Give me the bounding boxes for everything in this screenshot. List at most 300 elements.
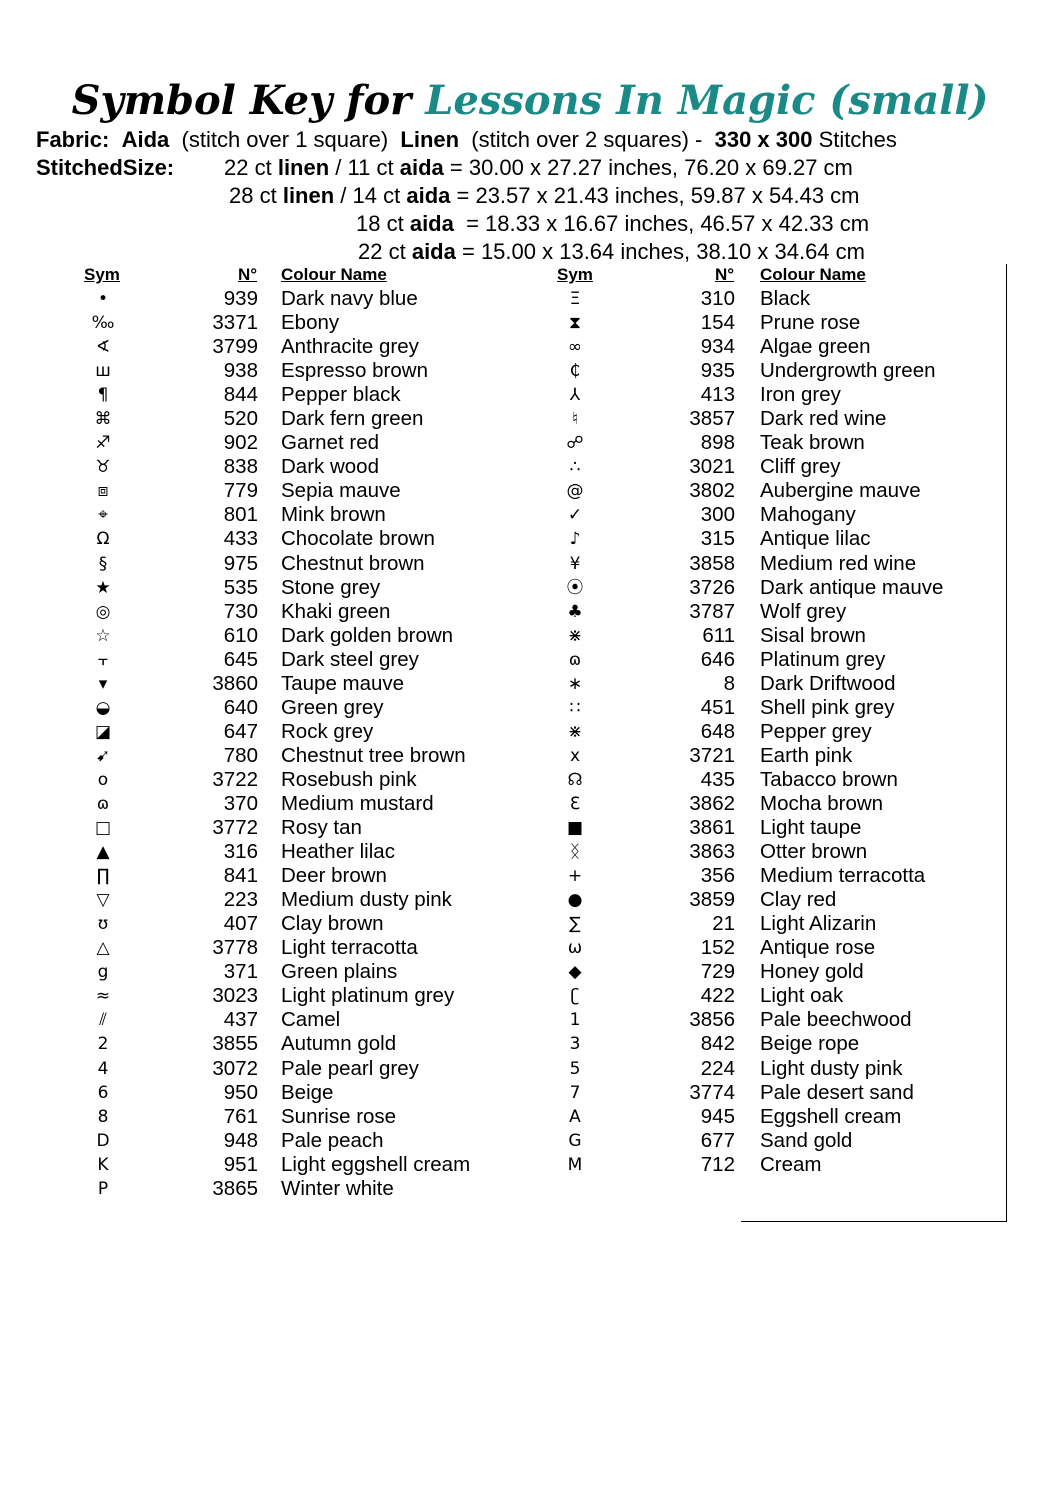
- thread-number: 8: [723, 671, 735, 695]
- key-row: [555, 551, 917, 576]
- key-row: [83, 791, 434, 816]
- symbol-glyph: ◆: [568, 962, 582, 983]
- symbol-glyph: ▲: [96, 842, 110, 863]
- thread-number: 3863: [689, 840, 735, 864]
- thread-number: 3722: [212, 767, 258, 791]
- key-row: [83, 527, 435, 551]
- thread-number: 154: [700, 311, 735, 335]
- thread-number: 3865: [212, 1176, 258, 1200]
- colour-name: Pale desert sand: [760, 1080, 914, 1104]
- symbol-glyph: o: [97, 769, 109, 790]
- key-row: [555, 695, 895, 720]
- thread-number: 677: [700, 1128, 735, 1152]
- colour-name: Cliff grey: [760, 455, 841, 479]
- key-row: [83, 864, 387, 888]
- size-dimensions: = 30.00 x 27.27 inches, 76.20 x 69.27 cm: [449, 155, 853, 180]
- size-fabric: linen: [282, 183, 335, 208]
- symbol-glyph: Ξ: [569, 289, 581, 309]
- fabric-linen: Linen: [400, 127, 460, 152]
- pattern-name: Lessons In Magic (small): [425, 77, 989, 124]
- colour-name: Wolf grey: [760, 599, 847, 623]
- thread-number: 315: [700, 527, 735, 551]
- key-row: [83, 984, 455, 1008]
- colour-name: Deer brown: [281, 864, 387, 888]
- key-row: [555, 599, 847, 624]
- colour-name: Garnet red: [281, 431, 379, 455]
- colour-name: Chestnut tree brown: [281, 743, 466, 767]
- colour-name: Mocha brown: [760, 791, 884, 815]
- colour-name: Undergrowth green: [760, 359, 936, 383]
- size-ct-2: / 14 ct: [340, 183, 401, 208]
- symbol-glyph: ∷: [569, 697, 581, 718]
- key-row: [555, 359, 936, 383]
- symbol-glyph: ∢: [95, 337, 111, 358]
- thread-number: 21: [712, 912, 735, 936]
- colour-name: Green plains: [281, 960, 398, 984]
- key-row: [83, 551, 425, 576]
- colour-name: Tabacco brown: [760, 767, 898, 791]
- colour-name: Dark wood: [281, 455, 379, 479]
- thread-number: 422: [700, 984, 735, 1008]
- colour-name: Medium terracotta: [760, 864, 926, 888]
- key-row: [83, 1176, 394, 1201]
- key-row: [555, 383, 841, 407]
- fabric-line: [36, 127, 897, 153]
- thread-number: 3860: [212, 671, 258, 695]
- size-fabric-2: aida: [399, 155, 444, 180]
- stitches-word: Stitches: [818, 127, 897, 152]
- thread-number: 3774: [689, 1080, 735, 1104]
- colour-name: Green grey: [281, 695, 384, 719]
- colour-name: Pepper black: [281, 383, 401, 407]
- thread-number: 535: [223, 575, 258, 599]
- colour-name: Medium red wine: [760, 551, 917, 575]
- key-row: [555, 1152, 822, 1177]
- thread-number: 407: [223, 912, 258, 936]
- colour-name: Anthracite grey: [281, 335, 419, 359]
- size-ct: 22 ct: [358, 239, 406, 264]
- stitched-size-label-row: [36, 155, 174, 181]
- size-ct: 18 ct: [356, 211, 404, 236]
- symbol-glyph: △: [96, 938, 110, 959]
- right-border-line: [1006, 264, 1007, 1222]
- colour-name: Rosebush pink: [281, 767, 417, 791]
- thread-number: 730: [223, 599, 258, 623]
- size-dimensions: = 23.57 x 21.43 inches, 59.87 x 54.43 cm: [456, 183, 860, 208]
- size-fabric-2: aida: [406, 183, 451, 208]
- size-ct-2: / 11 ct: [335, 155, 394, 180]
- thread-number: 3799: [212, 335, 258, 359]
- size-fabric: aida: [409, 211, 454, 236]
- symbol-glyph: ℇ: [569, 793, 581, 814]
- symbol-glyph: ⧈: [97, 481, 109, 502]
- size-line-3: [356, 211, 869, 237]
- fabric-linen-note: (stitch over 2 squares) -: [471, 127, 703, 152]
- key-row: [83, 1008, 341, 1032]
- thread-number: 3021: [689, 455, 735, 479]
- thread-number: 3072: [212, 1056, 258, 1080]
- symbol-glyph: ʊ: [97, 914, 109, 935]
- colour-name: Teak brown: [760, 431, 865, 455]
- colour-name: Medium mustard: [281, 791, 434, 815]
- thread-number: 3802: [689, 479, 735, 503]
- colour-name: Sunrise rose: [281, 1104, 397, 1128]
- symbol-glyph: ☆: [95, 625, 111, 646]
- symbol-glyph: ω: [567, 938, 583, 959]
- fabric-label: Fabric:: [36, 127, 110, 152]
- symbol-glyph: 2: [97, 1034, 109, 1055]
- colour-name: Antique rose: [760, 936, 876, 960]
- colour-name: Chocolate brown: [281, 527, 435, 551]
- colour-name: Pale beechwood: [760, 1008, 912, 1032]
- thread-number: 3787: [689, 599, 735, 623]
- size-ct: 22 ct: [224, 155, 272, 180]
- key-row: [555, 479, 921, 503]
- key-row: [555, 1080, 914, 1105]
- symbol-glyph: ➹: [95, 745, 111, 766]
- key-row: [83, 359, 428, 383]
- symbol-glyph: ⋇: [567, 625, 583, 646]
- thread-number: 451: [700, 695, 735, 719]
- colour-name: Light Alizarin: [760, 912, 877, 936]
- key-row: [555, 960, 864, 984]
- colour-name: Camel: [281, 1008, 341, 1032]
- symbol-glyph: ⫟: [97, 649, 109, 670]
- thread-number: 950: [223, 1080, 258, 1104]
- thread-number: 647: [223, 719, 258, 743]
- key-row: [83, 311, 340, 335]
- colour-name: Stone grey: [281, 575, 381, 599]
- symbol-glyph: D: [96, 1130, 110, 1151]
- key-row: [83, 767, 417, 792]
- colour-name: Dark steel grey: [281, 647, 419, 671]
- colour-name: Light oak: [760, 984, 844, 1008]
- colour-name: Autumn gold: [281, 1032, 397, 1056]
- symbol-glyph: G: [568, 1130, 582, 1151]
- symbol-glyph: ♣: [567, 601, 583, 622]
- colour-name: Prune rose: [760, 311, 861, 335]
- thread-number: 356: [700, 864, 735, 888]
- symbol-glyph: ⅄: [569, 385, 581, 406]
- thread-number: 712: [700, 1152, 735, 1176]
- symbol-glyph: A: [569, 1106, 581, 1127]
- thread-number: 975: [223, 551, 258, 575]
- symbol-glyph: ◒: [95, 697, 111, 718]
- thread-number: 801: [223, 503, 258, 527]
- symbol-glyph: 8: [97, 1106, 109, 1127]
- colour-name: Dark Driftwood: [760, 671, 896, 695]
- thread-number: 841: [223, 864, 258, 888]
- thread-number: 844: [223, 383, 258, 407]
- key-row: [83, 719, 374, 744]
- colour-name: Antique lilac: [760, 527, 871, 551]
- key-row: [83, 1056, 419, 1081]
- symbol-glyph: ≈: [95, 986, 111, 1007]
- key-row: [83, 695, 384, 720]
- colour-name: Sepia mauve: [281, 479, 401, 503]
- right-key-column: [555, 287, 944, 1177]
- colour-name: Light eggshell cream: [281, 1152, 471, 1176]
- thread-number: 779: [223, 479, 258, 503]
- key-row: [555, 936, 876, 960]
- key-row: [83, 912, 384, 936]
- symbol-glyph: +: [567, 866, 583, 887]
- symbol-glyph: ɷ: [96, 793, 110, 814]
- size-dimensions: = 15.00 x 13.64 inches, 38.10 x 34.64 cm: [461, 239, 865, 264]
- symbol-glyph: ●: [567, 890, 583, 911]
- colour-name: Clay red: [760, 888, 837, 912]
- thread-number: 951: [223, 1152, 258, 1176]
- symbol-glyph: ¥: [569, 553, 581, 574]
- thread-number: 902: [223, 431, 258, 455]
- key-row: [555, 840, 868, 864]
- colour-name: Black: [760, 287, 811, 310]
- colour-name: Otter brown: [760, 840, 868, 864]
- key-row: [83, 671, 405, 696]
- header-sym-left: Sym: [84, 265, 120, 284]
- thread-number: 842: [700, 1032, 735, 1056]
- symbol-glyph: ♐: [95, 433, 111, 454]
- thread-number: 898: [700, 431, 735, 455]
- symbol-glyph: 7: [569, 1082, 581, 1103]
- colour-name: Beige: [281, 1080, 334, 1104]
- key-row: [83, 888, 452, 912]
- key-row: [83, 1080, 334, 1105]
- symbol-glyph: ♉: [95, 457, 111, 478]
- colour-name: Platinum grey: [760, 647, 886, 671]
- colour-name: Light terracotta: [281, 936, 418, 960]
- key-row: [555, 791, 884, 816]
- colour-name: Aubergine mauve: [760, 479, 921, 503]
- symbol-glyph: 5: [569, 1058, 581, 1079]
- thread-number: 310: [700, 287, 735, 310]
- colour-name: Light dusty pink: [760, 1056, 903, 1080]
- colour-name: Ebony: [281, 311, 340, 335]
- key-row: [555, 1056, 903, 1081]
- colour-name: Pepper grey: [760, 719, 872, 743]
- key-row: [83, 479, 401, 503]
- key-row: [555, 335, 871, 359]
- thread-number: 3859: [689, 888, 735, 912]
- thread-number: 945: [700, 1104, 735, 1128]
- colour-name: Honey gold: [760, 960, 864, 984]
- thread-number: 316: [223, 840, 258, 864]
- key-row: [83, 840, 395, 864]
- symbol-glyph: ♪: [569, 529, 581, 550]
- symbol-glyph: ✓: [567, 505, 583, 526]
- key-row: [555, 287, 811, 311]
- colour-name: Eggshell cream: [760, 1104, 902, 1128]
- colour-name: Dark golden brown: [281, 623, 454, 647]
- thread-number: 645: [223, 647, 258, 671]
- key-row: [555, 1128, 853, 1153]
- header-colour-right: Colour Name: [760, 265, 866, 284]
- thread-number: 3857: [689, 407, 735, 431]
- key-row: [83, 455, 379, 479]
- colour-name: Light taupe: [760, 816, 862, 840]
- thread-number: 761: [223, 1104, 258, 1128]
- header-colour-left: Colour Name: [281, 265, 387, 284]
- symbol-glyph: ⦿: [566, 577, 584, 598]
- colour-name: Clay brown: [281, 912, 384, 936]
- size-line-2: [229, 183, 860, 209]
- document-title: [0, 76, 1060, 126]
- thread-number: 646: [700, 647, 735, 671]
- thread-number: 224: [700, 1056, 735, 1080]
- key-row: [83, 936, 418, 960]
- key-row: [83, 335, 419, 359]
- symbol-glyph: ☊: [567, 769, 583, 790]
- thread-number: 413: [700, 383, 735, 407]
- stitch-count: 330 x 300: [714, 127, 813, 152]
- thread-number: 3855: [212, 1032, 258, 1056]
- header-num-left: N°: [238, 265, 258, 284]
- symbol-glyph: 6: [97, 1082, 109, 1103]
- colour-name: Algae green: [760, 335, 871, 359]
- symbol-glyph: ∑: [569, 914, 581, 935]
- symbol-glyph: ■: [566, 818, 584, 839]
- key-row: [555, 455, 841, 479]
- colour-name: Dark fern green: [281, 407, 424, 431]
- symbol-glyph: ʗ: [570, 986, 580, 1007]
- key-row: [83, 287, 418, 311]
- key-row: [555, 1104, 902, 1129]
- colour-name: Light platinum grey: [281, 984, 455, 1008]
- thread-number: 939: [223, 287, 258, 310]
- key-row: [555, 311, 861, 335]
- key-row: [83, 960, 398, 984]
- symbol-glyph: ⋇: [567, 721, 583, 742]
- thread-number: 838: [223, 455, 258, 479]
- thread-number: 648: [700, 719, 735, 743]
- key-row: [83, 1128, 384, 1153]
- key-row: [555, 1008, 912, 1032]
- thread-number: 371: [223, 960, 258, 984]
- thread-number: 610: [223, 623, 258, 647]
- symbol-glyph: ∏: [96, 866, 110, 887]
- key-row: [555, 816, 862, 840]
- key-row: [555, 912, 877, 936]
- size-ct: 28 ct: [229, 183, 277, 208]
- symbol-glyph: ∗: [567, 673, 583, 694]
- colour-name: Medium dusty pink: [281, 888, 452, 912]
- colour-name: Sisal brown: [760, 623, 866, 647]
- colour-name: Taupe mauve: [281, 671, 405, 695]
- colour-name: Khaki green: [281, 599, 391, 623]
- key-row: [555, 671, 896, 696]
- symbol-glyph: ¶: [97, 385, 109, 406]
- symbol-glyph: ш: [95, 361, 111, 382]
- thread-number: 934: [700, 335, 735, 359]
- thread-number: 3721: [689, 743, 735, 767]
- symbol-glyph: ⧗: [569, 313, 581, 334]
- symbol-glyph: ⫽: [99, 1010, 107, 1031]
- colour-name: Dark antique mauve: [760, 575, 944, 599]
- thread-number: 3858: [689, 551, 735, 575]
- key-row: [555, 647, 886, 672]
- symbol-glyph: ▾: [98, 673, 108, 694]
- stitched-size-label: StitchedSize:: [36, 155, 175, 180]
- key-row: [555, 767, 898, 792]
- thread-number: 3371: [212, 311, 258, 335]
- key-row: [555, 431, 865, 455]
- key-row: [555, 984, 844, 1008]
- key-row: [83, 431, 379, 455]
- fabric-aida-note: (stitch over 1 square): [181, 127, 389, 152]
- symbol-glyph: 3: [569, 1034, 581, 1055]
- key-row: [83, 647, 419, 672]
- thread-number: 437: [223, 1008, 258, 1032]
- key-row: [555, 743, 853, 768]
- key-row: [83, 407, 424, 431]
- symbol-glyph: g: [97, 962, 109, 983]
- key-row: [555, 575, 944, 600]
- header-sym-right: Sym: [557, 265, 593, 284]
- thread-number: 729: [700, 960, 735, 984]
- colour-name: Mahogany: [760, 503, 856, 527]
- thread-number: 938: [223, 359, 258, 383]
- bottom-border-line: [741, 1221, 1007, 1222]
- key-row: [83, 816, 362, 840]
- thread-number: 3778: [212, 936, 258, 960]
- size-line-4: [358, 239, 865, 265]
- size-line-1: [224, 155, 853, 181]
- symbol-glyph: P: [97, 1178, 109, 1199]
- header-num-right: N°: [715, 265, 735, 284]
- symbol-glyph: ◎: [95, 601, 111, 622]
- thread-number: 433: [223, 527, 258, 551]
- symbol-glyph: 4: [97, 1058, 109, 1079]
- thread-number: 223: [223, 888, 258, 912]
- key-row: [83, 575, 381, 600]
- title-prefix: Symbol Key for: [71, 77, 412, 124]
- symbol-glyph: ♮: [571, 409, 579, 430]
- thread-number: 435: [700, 767, 735, 791]
- thread-number: 300: [700, 503, 735, 527]
- thread-number: 152: [700, 936, 735, 960]
- symbol-glyph: ᛝ: [569, 842, 581, 863]
- symbol-glyph: •: [97, 289, 109, 309]
- thread-number: 520: [223, 407, 258, 431]
- thread-number: 935: [700, 359, 735, 383]
- colour-name: Pale peach: [281, 1128, 384, 1152]
- key-row: [83, 503, 386, 527]
- key-row: [555, 503, 856, 527]
- key-row: [555, 527, 871, 551]
- key-row: [555, 864, 926, 888]
- thread-number: 3862: [689, 791, 735, 815]
- key-row: [83, 383, 401, 407]
- size-fabric: linen: [277, 155, 330, 180]
- symbol-glyph: @: [566, 481, 584, 502]
- thread-number: 3726: [689, 575, 735, 599]
- thread-number: 370: [223, 791, 258, 815]
- symbol-glyph: ∞: [567, 337, 583, 358]
- symbol-glyph: ₵: [569, 361, 581, 382]
- colour-name: Cream: [760, 1152, 822, 1176]
- key-row: [555, 1032, 860, 1056]
- colour-name: Chestnut brown: [281, 551, 425, 575]
- symbol-glyph: Ω: [96, 529, 110, 550]
- symbol-glyph: x: [569, 745, 581, 766]
- symbol-glyph: ɷ: [568, 649, 582, 670]
- thread-number: 611: [702, 623, 735, 647]
- colour-name: Dark navy blue: [281, 287, 418, 310]
- symbol-glyph: K: [97, 1154, 109, 1175]
- symbol-glyph: §: [98, 553, 108, 574]
- thread-number: 3772: [212, 816, 258, 840]
- symbol-glyph: ▽: [96, 890, 110, 911]
